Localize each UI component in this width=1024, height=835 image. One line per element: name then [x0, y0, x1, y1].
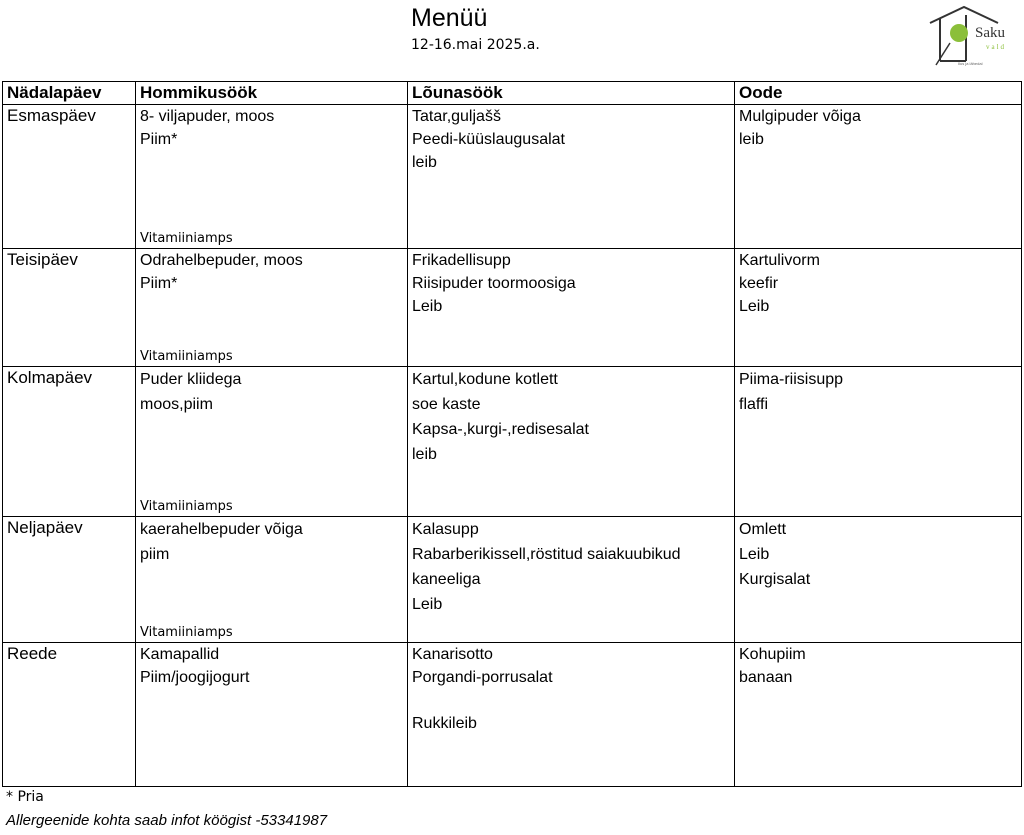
- menu-table: [2, 81, 1022, 787]
- header-weekday: Nädalapäev: [3, 82, 136, 105]
- menu-item: soe kaste: [412, 396, 481, 413]
- menu-item: Piim/joogijogurt: [140, 669, 250, 686]
- menu-item: leib: [739, 131, 764, 148]
- menu-item: Leib: [412, 596, 443, 613]
- menu-item: Kartul,kodune kotlett: [412, 371, 558, 388]
- breakfast-cell: [136, 643, 408, 787]
- menu-item: Kapsa-,kurgi-,redisesalat: [412, 421, 589, 438]
- table-row: [3, 249, 1022, 367]
- menu-item: Omlett: [739, 521, 787, 538]
- menu-item: moos,piim: [140, 396, 213, 413]
- header-breakfast: Hommikusöök: [136, 82, 408, 105]
- logo-subtext: vald: [986, 43, 1007, 51]
- breakfast-cell: [136, 105, 408, 249]
- menu-item: Piim*: [140, 131, 178, 148]
- menu-item: Kohupiim: [739, 646, 806, 663]
- menu-item: flaffi: [739, 396, 769, 413]
- snack-cell: [735, 517, 1022, 643]
- date-range: 12-16.mai 2025.a.: [411, 37, 540, 53]
- menu-item: Porgandi-porrusalat: [412, 669, 553, 686]
- logo-tagline: Ilus ja lähedal: [958, 61, 983, 66]
- menu-item: piim: [140, 546, 170, 563]
- menu-item: Kanarisotto: [412, 646, 493, 663]
- breakfast-cell: [136, 367, 408, 517]
- weekday-cell: Kolmapäev: [3, 367, 136, 517]
- menu-item: Leib: [412, 298, 443, 315]
- snack-cell: [735, 367, 1022, 517]
- menu-item: [412, 689, 734, 712]
- menu-item: Kartulivorm: [739, 252, 820, 269]
- snack-cell: [735, 643, 1022, 787]
- menu-item: Frikadellisupp: [412, 252, 511, 269]
- menu-item: leib: [412, 154, 437, 171]
- menu-item: Rukkileib: [412, 715, 477, 732]
- table-row: [3, 105, 1022, 249]
- header-lunch: Lõunasöök: [408, 82, 735, 105]
- weekday-cell: Neljapäev: [3, 517, 136, 643]
- vitamin-note: Vitamiiniamps: [140, 231, 233, 246]
- menu-item: leib: [412, 446, 437, 463]
- menu-item: Riisipuder toormoosiga: [412, 275, 576, 292]
- breakfast-cell: [136, 517, 408, 643]
- menu-item: Puder kliidega: [140, 371, 242, 388]
- table-row: [3, 367, 1022, 517]
- menu-item: 8- viljapuder, moos: [140, 108, 275, 125]
- menu-item: keefir: [739, 275, 779, 292]
- menu-item: Piima-riisisupp: [739, 371, 844, 388]
- lunch-cell: [408, 367, 735, 517]
- breakfast-cell: [136, 249, 408, 367]
- weekday-cell: Reede: [3, 643, 136, 787]
- lunch-cell: [408, 643, 735, 787]
- saku-vald-logo: [926, 5, 1018, 71]
- snack-cell: [735, 249, 1022, 367]
- table-row: [3, 643, 1022, 787]
- lunch-cell: [408, 249, 735, 367]
- lunch-cell: [408, 517, 735, 643]
- vitamin-note: Vitamiiniamps: [140, 349, 233, 364]
- vitamin-note: Vitamiiniamps: [140, 625, 233, 640]
- weekday-cell: Teisipäev: [3, 249, 136, 367]
- header-snack: Oode: [735, 82, 1022, 105]
- menu-item: Odrahelbepuder, moos: [140, 252, 303, 269]
- menu-item: Piim*: [140, 275, 178, 292]
- menu-item: Kurgisalat: [739, 571, 811, 588]
- weekday-cell: Esmaspäev: [3, 105, 136, 249]
- menu-item: Leib: [739, 298, 770, 315]
- menu-item: Peedi-küüslaugusalat: [412, 131, 565, 148]
- vitamin-note: Vitamiiniamps: [140, 499, 233, 514]
- menu-item: Kalasupp: [412, 521, 479, 538]
- menu-item: kaneeliga: [412, 571, 481, 588]
- allergen-note: Allergeenide kohta saab infot köögist -53341987: [6, 812, 328, 829]
- header-row: [3, 82, 1022, 105]
- footnote: * Pria: [6, 789, 44, 805]
- snack-cell: [735, 105, 1022, 249]
- menu-item: banaan: [739, 669, 793, 686]
- menu-item: Kamapallid: [140, 646, 220, 663]
- lunch-cell: [408, 105, 735, 249]
- menu-item: Rabarberikissell,röstitud saiakuubikud: [412, 546, 681, 563]
- page-title: Menüü: [411, 4, 488, 32]
- menu-item: Leib: [739, 546, 770, 563]
- menu-item: Mulgipuder võiga: [739, 108, 861, 125]
- logo-text: Saku: [975, 25, 1005, 41]
- table-row: [3, 517, 1022, 643]
- menu-item: kaerahelbepuder võiga: [140, 521, 303, 538]
- menu-item: Tatar,guljašš: [412, 108, 501, 125]
